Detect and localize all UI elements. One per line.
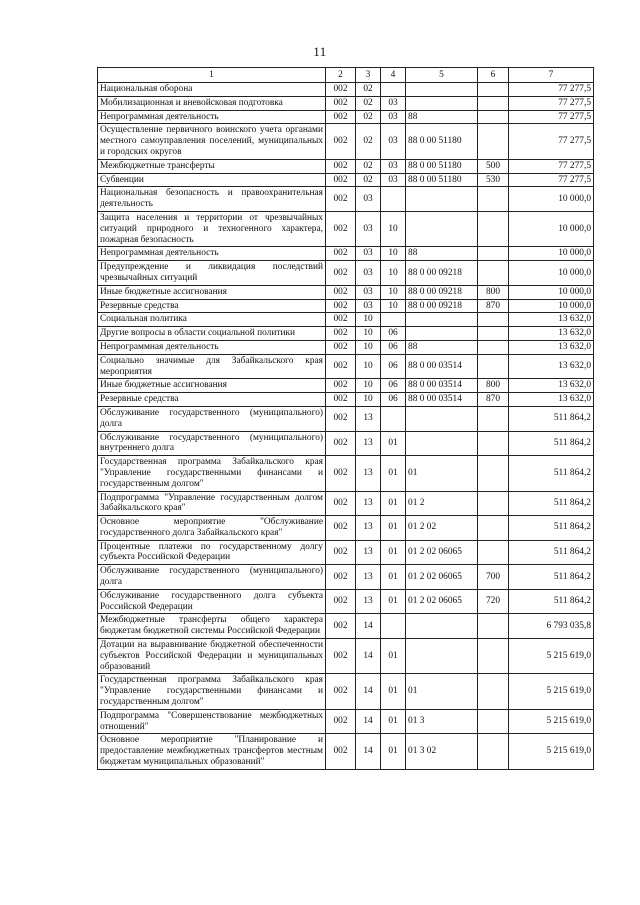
subsection-code-cell: 01 bbox=[381, 589, 406, 614]
amount-cell: 13 632,0 bbox=[509, 340, 594, 354]
section-code-cell: 14 bbox=[356, 674, 381, 709]
target-item-cell: 01 bbox=[406, 674, 478, 709]
admin-code-cell: 002 bbox=[326, 354, 356, 379]
row-name-cell: Обслуживание государственного (муниципального) долга bbox=[98, 565, 326, 590]
section-code-cell: 03 bbox=[356, 299, 381, 313]
amount-cell: 13 632,0 bbox=[509, 313, 594, 327]
admin-code-cell: 002 bbox=[326, 406, 356, 431]
section-code-cell: 13 bbox=[356, 540, 381, 565]
table-row bbox=[98, 354, 594, 379]
admin-code-cell: 002 bbox=[326, 285, 356, 299]
subsection-code-cell: 01 bbox=[381, 491, 406, 516]
expense-type-cell bbox=[478, 313, 509, 327]
table-row bbox=[98, 247, 594, 261]
target-item-cell: 01 2 02 06065 bbox=[406, 589, 478, 614]
row-name-cell: Социальная политика bbox=[98, 313, 326, 327]
subsection-code-cell: 01 bbox=[381, 456, 406, 491]
row-name-cell: Непрограммная деятельность bbox=[98, 110, 326, 124]
admin-code-cell: 002 bbox=[326, 639, 356, 674]
amount-cell: 77 277,5 bbox=[509, 173, 594, 187]
subsection-code-cell: 10 bbox=[381, 299, 406, 313]
row-name-cell: Обслуживание государственного (муниципального) внутреннего долга bbox=[98, 431, 326, 456]
target-item-cell: 01 3 bbox=[406, 709, 478, 734]
row-name-cell: Подпрограмма "Совершенствование межбюджетных отношений" bbox=[98, 709, 326, 734]
expense-type-cell bbox=[478, 96, 509, 110]
table-row bbox=[98, 639, 594, 674]
amount-cell: 77 277,5 bbox=[509, 83, 594, 97]
admin-code-cell: 002 bbox=[326, 589, 356, 614]
table-row bbox=[98, 516, 594, 541]
admin-code-cell: 002 bbox=[326, 261, 356, 286]
section-code-cell: 02 bbox=[356, 124, 381, 159]
amount-cell: 511 864,2 bbox=[509, 431, 594, 456]
amount-cell: 511 864,2 bbox=[509, 565, 594, 590]
section-code-cell: 10 bbox=[356, 313, 381, 327]
section-code-cell: 10 bbox=[356, 327, 381, 341]
section-code-cell: 02 bbox=[356, 159, 381, 173]
target-item-cell: 01 bbox=[406, 456, 478, 491]
admin-code-cell: 002 bbox=[326, 299, 356, 313]
subsection-code-cell: 03 bbox=[381, 124, 406, 159]
amount-cell: 511 864,2 bbox=[509, 589, 594, 614]
target-item-cell: 88 0 00 03514 bbox=[406, 393, 478, 407]
target-item-cell: 88 bbox=[406, 110, 478, 124]
expense-type-cell: 720 bbox=[478, 589, 509, 614]
table-row bbox=[98, 261, 594, 286]
row-name-cell: Основное мероприятие "Обслуживание государственного долга Забайкальского края" bbox=[98, 516, 326, 541]
admin-code-cell: 002 bbox=[326, 516, 356, 541]
expense-type-cell: 870 bbox=[478, 393, 509, 407]
table-row bbox=[98, 299, 594, 313]
amount-cell: 511 864,2 bbox=[509, 491, 594, 516]
column-header-7: 7 bbox=[509, 68, 594, 83]
amount-cell: 10 000,0 bbox=[509, 247, 594, 261]
table-row bbox=[98, 565, 594, 590]
subsection-code-cell: 03 bbox=[381, 159, 406, 173]
subsection-code-cell bbox=[381, 614, 406, 639]
amount-cell: 13 632,0 bbox=[509, 327, 594, 341]
target-item-cell bbox=[406, 83, 478, 97]
row-name-cell: Основное мероприятие "Планирование и предоставление межбюджетных трансфертов местным бюджетам муниципальных образований" bbox=[98, 734, 326, 769]
row-name-cell: Другие вопросы в области социальной политики bbox=[98, 327, 326, 341]
expense-type-cell: 500 bbox=[478, 159, 509, 173]
section-code-cell: 10 bbox=[356, 379, 381, 393]
section-code-cell: 13 bbox=[356, 516, 381, 541]
admin-code-cell: 002 bbox=[326, 83, 356, 97]
row-name-cell: Непрограммная деятельность bbox=[98, 340, 326, 354]
target-item-cell: 88 0 00 51180 bbox=[406, 159, 478, 173]
row-name-cell: Дотации на выравнивание бюджетной обеспеченности субъектов Российской Федерации и муниципальных образований bbox=[98, 639, 326, 674]
expense-type-cell bbox=[478, 516, 509, 541]
subsection-code-cell: 01 bbox=[381, 516, 406, 541]
subsection-code-cell: 10 bbox=[381, 247, 406, 261]
section-code-cell: 13 bbox=[356, 431, 381, 456]
target-item-cell: 01 2 02 06065 bbox=[406, 565, 478, 590]
target-item-cell: 01 3 02 bbox=[406, 734, 478, 769]
admin-code-cell: 002 bbox=[326, 431, 356, 456]
target-item-cell: 01 2 02 bbox=[406, 516, 478, 541]
row-name-cell: Субвенции bbox=[98, 173, 326, 187]
subsection-code-cell: 01 bbox=[381, 565, 406, 590]
table-header-row bbox=[98, 68, 594, 83]
admin-code-cell: 002 bbox=[326, 456, 356, 491]
row-name-cell: Иные бюджетные ассигнования bbox=[98, 379, 326, 393]
row-name-cell: Защита населения и территории от чрезвычайных ситуаций природного и техногенного характера, пожарная безопасность bbox=[98, 211, 326, 246]
row-name-cell: Обслуживание государственного долга субъекта Российской Федерации bbox=[98, 589, 326, 614]
row-name-cell: Государственная программа Забайкальского края "Управление государственными финансами и государственным долгом" bbox=[98, 456, 326, 491]
section-code-cell: 03 bbox=[356, 211, 381, 246]
subsection-code-cell: 01 bbox=[381, 674, 406, 709]
section-code-cell: 02 bbox=[356, 83, 381, 97]
expense-type-cell: 800 bbox=[478, 379, 509, 393]
admin-code-cell: 002 bbox=[326, 491, 356, 516]
expense-type-cell bbox=[478, 406, 509, 431]
expense-type-cell bbox=[478, 247, 509, 261]
admin-code-cell: 002 bbox=[326, 379, 356, 393]
section-code-cell: 13 bbox=[356, 456, 381, 491]
target-item-cell: 88 0 00 09218 bbox=[406, 285, 478, 299]
subsection-code-cell: 03 bbox=[381, 173, 406, 187]
admin-code-cell: 002 bbox=[326, 173, 356, 187]
row-name-cell: Социально значимые для Забайкальского края мероприятия bbox=[98, 354, 326, 379]
table-row bbox=[98, 96, 594, 110]
column-header-6: 6 bbox=[478, 68, 509, 83]
amount-cell: 10 000,0 bbox=[509, 299, 594, 313]
amount-cell: 5 215 619,0 bbox=[509, 674, 594, 709]
subsection-code-cell: 01 bbox=[381, 540, 406, 565]
admin-code-cell: 002 bbox=[326, 187, 356, 212]
column-header-5: 5 bbox=[406, 68, 478, 83]
table-row bbox=[98, 734, 594, 769]
table-row bbox=[98, 285, 594, 299]
expense-type-cell bbox=[478, 110, 509, 124]
subsection-code-cell: 03 bbox=[381, 110, 406, 124]
table-row bbox=[98, 393, 594, 407]
subsection-code-cell: 10 bbox=[381, 261, 406, 286]
expense-type-cell: 870 bbox=[478, 299, 509, 313]
column-header-2: 2 bbox=[326, 68, 356, 83]
subsection-code-cell: 06 bbox=[381, 354, 406, 379]
subsection-code-cell: 03 bbox=[381, 96, 406, 110]
subsection-code-cell bbox=[381, 187, 406, 212]
section-code-cell: 14 bbox=[356, 614, 381, 639]
expense-type-cell bbox=[478, 491, 509, 516]
expense-type-cell bbox=[478, 734, 509, 769]
target-item-cell: 88 0 00 51180 bbox=[406, 173, 478, 187]
subsection-code-cell: 10 bbox=[381, 211, 406, 246]
expense-type-cell bbox=[478, 431, 509, 456]
expense-type-cell bbox=[478, 83, 509, 97]
subsection-code-cell: 10 bbox=[381, 285, 406, 299]
table-row bbox=[98, 614, 594, 639]
expense-type-cell bbox=[478, 639, 509, 674]
expense-type-cell: 530 bbox=[478, 173, 509, 187]
admin-code-cell: 002 bbox=[326, 327, 356, 341]
subsection-code-cell bbox=[381, 83, 406, 97]
amount-cell: 511 864,2 bbox=[509, 540, 594, 565]
section-code-cell: 03 bbox=[356, 261, 381, 286]
target-item-cell: 88 bbox=[406, 247, 478, 261]
table-row bbox=[98, 211, 594, 246]
admin-code-cell: 002 bbox=[326, 211, 356, 246]
section-code-cell: 03 bbox=[356, 247, 381, 261]
row-name-cell: Государственная программа Забайкальского края "Управление государственными финансами и государственным долгом" bbox=[98, 674, 326, 709]
row-name-cell: Непрограммная деятельность bbox=[98, 247, 326, 261]
admin-code-cell: 002 bbox=[326, 709, 356, 734]
section-code-cell: 13 bbox=[356, 491, 381, 516]
table-row bbox=[98, 124, 594, 159]
target-item-cell: 88 0 00 09218 bbox=[406, 261, 478, 286]
section-code-cell: 13 bbox=[356, 406, 381, 431]
admin-code-cell: 002 bbox=[326, 96, 356, 110]
section-code-cell: 10 bbox=[356, 340, 381, 354]
expense-type-cell: 700 bbox=[478, 565, 509, 590]
section-code-cell: 03 bbox=[356, 187, 381, 212]
expense-type-cell: 800 bbox=[478, 285, 509, 299]
amount-cell: 5 215 619,0 bbox=[509, 639, 594, 674]
admin-code-cell: 002 bbox=[326, 393, 356, 407]
subsection-code-cell: 06 bbox=[381, 327, 406, 341]
section-code-cell: 02 bbox=[356, 110, 381, 124]
row-name-cell: Предупреждение и ликвидация последствий чрезвычайных ситуаций bbox=[98, 261, 326, 286]
amount-cell: 5 215 619,0 bbox=[509, 709, 594, 734]
amount-cell: 13 632,0 bbox=[509, 393, 594, 407]
expense-type-cell bbox=[478, 261, 509, 286]
table-row bbox=[98, 110, 594, 124]
subsection-code-cell: 01 bbox=[381, 709, 406, 734]
expense-type-cell bbox=[478, 327, 509, 341]
expense-type-cell bbox=[478, 211, 509, 246]
row-name-cell: Иные бюджетные ассигнования bbox=[98, 285, 326, 299]
section-code-cell: 14 bbox=[356, 709, 381, 734]
row-name-cell: Национальная оборона bbox=[98, 83, 326, 97]
admin-code-cell: 002 bbox=[326, 247, 356, 261]
target-item-cell bbox=[406, 614, 478, 639]
subsection-code-cell: 06 bbox=[381, 379, 406, 393]
expense-type-cell bbox=[478, 614, 509, 639]
section-code-cell: 10 bbox=[356, 354, 381, 379]
table-row bbox=[98, 589, 594, 614]
expense-type-cell bbox=[478, 456, 509, 491]
row-name-cell: Обслуживание государственного (муниципального) долга bbox=[98, 406, 326, 431]
subsection-code-cell bbox=[381, 313, 406, 327]
admin-code-cell: 002 bbox=[326, 674, 356, 709]
expense-type-cell bbox=[478, 540, 509, 565]
subsection-code-cell: 06 bbox=[381, 340, 406, 354]
admin-code-cell: 002 bbox=[326, 110, 356, 124]
amount-cell: 511 864,2 bbox=[509, 406, 594, 431]
budget-table bbox=[97, 67, 594, 770]
amount-cell: 77 277,5 bbox=[509, 124, 594, 159]
subsection-code-cell: 06 bbox=[381, 393, 406, 407]
admin-code-cell: 002 bbox=[326, 540, 356, 565]
amount-cell: 77 277,5 bbox=[509, 110, 594, 124]
table-row bbox=[98, 313, 594, 327]
admin-code-cell: 002 bbox=[326, 313, 356, 327]
amount-cell: 511 864,2 bbox=[509, 516, 594, 541]
table-row bbox=[98, 491, 594, 516]
column-header-4: 4 bbox=[381, 68, 406, 83]
column-header-1: 1 bbox=[98, 68, 326, 83]
admin-code-cell: 002 bbox=[326, 159, 356, 173]
table-row bbox=[98, 431, 594, 456]
section-code-cell: 02 bbox=[356, 96, 381, 110]
target-item-cell bbox=[406, 639, 478, 674]
expense-type-cell bbox=[478, 354, 509, 379]
target-item-cell: 88 0 00 03514 bbox=[406, 379, 478, 393]
table-row bbox=[98, 83, 594, 97]
admin-code-cell: 002 bbox=[326, 124, 356, 159]
section-code-cell: 02 bbox=[356, 173, 381, 187]
row-name-cell: Резервные средства bbox=[98, 299, 326, 313]
table-row bbox=[98, 379, 594, 393]
amount-cell: 10 000,0 bbox=[509, 187, 594, 212]
section-code-cell: 13 bbox=[356, 589, 381, 614]
target-item-cell: 88 0 00 51180 bbox=[406, 124, 478, 159]
admin-code-cell: 002 bbox=[326, 340, 356, 354]
table-row bbox=[98, 327, 594, 341]
table-row bbox=[98, 173, 594, 187]
table-row bbox=[98, 709, 594, 734]
section-code-cell: 14 bbox=[356, 639, 381, 674]
row-name-cell: Межбюджетные трансферты bbox=[98, 159, 326, 173]
table-row bbox=[98, 456, 594, 491]
amount-cell: 5 215 619,0 bbox=[509, 734, 594, 769]
page-number: 11 bbox=[313, 44, 327, 59]
row-name-cell: Национальная безопасность и правоохранительная деятельность bbox=[98, 187, 326, 212]
target-item-cell bbox=[406, 327, 478, 341]
row-name-cell: Резервные средства bbox=[98, 393, 326, 407]
subsection-code-cell: 01 bbox=[381, 639, 406, 674]
subsection-code-cell: 01 bbox=[381, 431, 406, 456]
section-code-cell: 03 bbox=[356, 285, 381, 299]
target-item-cell bbox=[406, 211, 478, 246]
table-row bbox=[98, 159, 594, 173]
row-name-cell: Осуществление первичного воинского учета органами местного самоуправления поселений, муниципальных и городских округов bbox=[98, 124, 326, 159]
target-item-cell: 88 0 00 03514 bbox=[406, 354, 478, 379]
amount-cell: 77 277,5 bbox=[509, 96, 594, 110]
table-row bbox=[98, 540, 594, 565]
subsection-code-cell bbox=[381, 406, 406, 431]
table-row bbox=[98, 187, 594, 212]
admin-code-cell: 002 bbox=[326, 734, 356, 769]
target-item-cell: 88 bbox=[406, 340, 478, 354]
target-item-cell: 01 2 02 06065 bbox=[406, 540, 478, 565]
amount-cell: 10 000,0 bbox=[509, 285, 594, 299]
amount-cell: 6 793 035,8 bbox=[509, 614, 594, 639]
column-header-3: 3 bbox=[356, 68, 381, 83]
target-item-cell bbox=[406, 313, 478, 327]
admin-code-cell: 002 bbox=[326, 565, 356, 590]
row-name-cell: Процентные платежи по государственному долгу субъекта Российской Федерации bbox=[98, 540, 326, 565]
section-code-cell: 10 bbox=[356, 393, 381, 407]
amount-cell: 10 000,0 bbox=[509, 211, 594, 246]
expense-type-cell bbox=[478, 124, 509, 159]
target-item-cell: 88 0 00 09218 bbox=[406, 299, 478, 313]
target-item-cell bbox=[406, 431, 478, 456]
amount-cell: 511 864,2 bbox=[509, 456, 594, 491]
section-code-cell: 13 bbox=[356, 565, 381, 590]
expense-type-cell bbox=[478, 187, 509, 212]
table-row bbox=[98, 674, 594, 709]
target-item-cell: 01 2 bbox=[406, 491, 478, 516]
row-name-cell: Межбюджетные трансферты общего характера бюджетам бюджетной системы Российской Федерации bbox=[98, 614, 326, 639]
amount-cell: 10 000,0 bbox=[509, 261, 594, 286]
expense-type-cell bbox=[478, 674, 509, 709]
section-code-cell: 14 bbox=[356, 734, 381, 769]
expense-type-cell bbox=[478, 340, 509, 354]
table-body bbox=[98, 83, 594, 770]
expense-type-cell bbox=[478, 709, 509, 734]
target-item-cell bbox=[406, 187, 478, 212]
table-row bbox=[98, 340, 594, 354]
subsection-code-cell: 01 bbox=[381, 734, 406, 769]
amount-cell: 13 632,0 bbox=[509, 379, 594, 393]
target-item-cell bbox=[406, 406, 478, 431]
amount-cell: 77 277,5 bbox=[509, 159, 594, 173]
row-name-cell: Подпрограмма "Управление государственным долгом Забайкальского края" bbox=[98, 491, 326, 516]
target-item-cell bbox=[406, 96, 478, 110]
table-row bbox=[98, 406, 594, 431]
amount-cell: 13 632,0 bbox=[509, 354, 594, 379]
row-name-cell: Мобилизационная и вневойсковая подготовка bbox=[98, 96, 326, 110]
admin-code-cell: 002 bbox=[326, 614, 356, 639]
